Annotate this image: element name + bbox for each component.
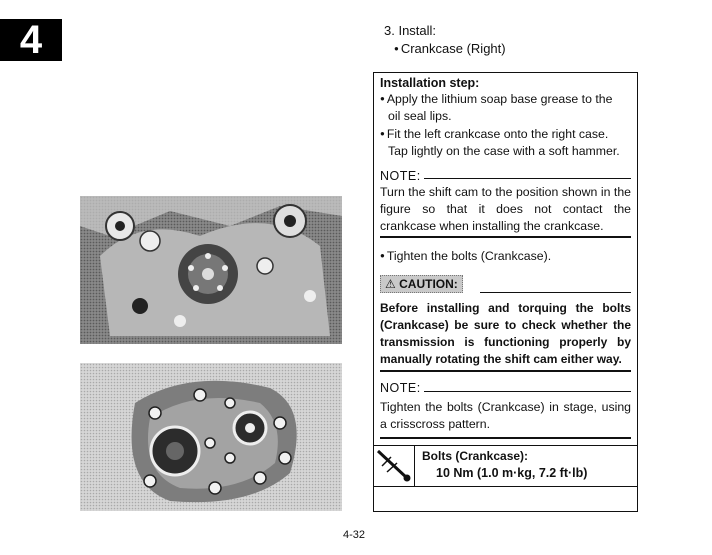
crankcase-photo-bottom (80, 363, 342, 511)
note-underline-2 (424, 391, 631, 392)
torque-spec-box (374, 445, 637, 487)
torque-label: Bolts (Crankcase): (422, 449, 529, 463)
torque-wrench-icon (374, 446, 414, 484)
installation-step-heading: Installation step: (380, 76, 480, 90)
warning-triangle-icon: ⚠ (385, 277, 396, 291)
note-label-1: NOTE: (380, 169, 421, 183)
divider-1 (380, 236, 631, 238)
crankcase-photo-top (80, 196, 342, 344)
step-heading: 3. Install: (384, 23, 437, 38)
page-number: 4-32 (343, 529, 366, 541)
installation-step-box (373, 72, 638, 512)
fit-crankcase-instruction-line-1: ● Fit the left crankcase onto the right case. (380, 125, 631, 143)
caution-text: Before installing and torquing the bolts (Crankcase) be sure to check whether the transmission is functioning properly by manually rotating the shift cam either way. (380, 301, 631, 366)
caution-label: ⚠ CAUTION: (380, 275, 463, 293)
tighten-bolts-instruction: ● Tighten the bolts (Crankcase). (380, 247, 631, 265)
grease-instruction-line-1: ● Apply the lithium soap base grease to the (380, 90, 631, 108)
step-item: ● Crankcase (Right) (394, 41, 506, 56)
caution-underline (480, 292, 631, 293)
divider-2 (380, 370, 631, 372)
torque-icon-cell (374, 446, 415, 486)
fit-crankcase-instruction-line-2: Tap lightly on the case with a soft hammer. (388, 144, 620, 158)
note-text-2: Tighten the bolts (Crankcase) in stage, using a crisscross pattern. (380, 400, 631, 431)
divider-3 (380, 437, 631, 439)
chapter-tab: 4 (0, 19, 62, 61)
note-underline-1 (424, 178, 631, 179)
note-label-2: NOTE: (380, 381, 421, 395)
grease-instruction-line-2: oil seal lips. (388, 109, 452, 123)
note-text-1: Turn the shift cam to the position shown in the figure so that it does not contact the crankcase when installing the crankcase. (380, 185, 631, 233)
torque-value: 10 Nm (1.0 m·kg, 7.2 ft·lb) (436, 466, 588, 480)
